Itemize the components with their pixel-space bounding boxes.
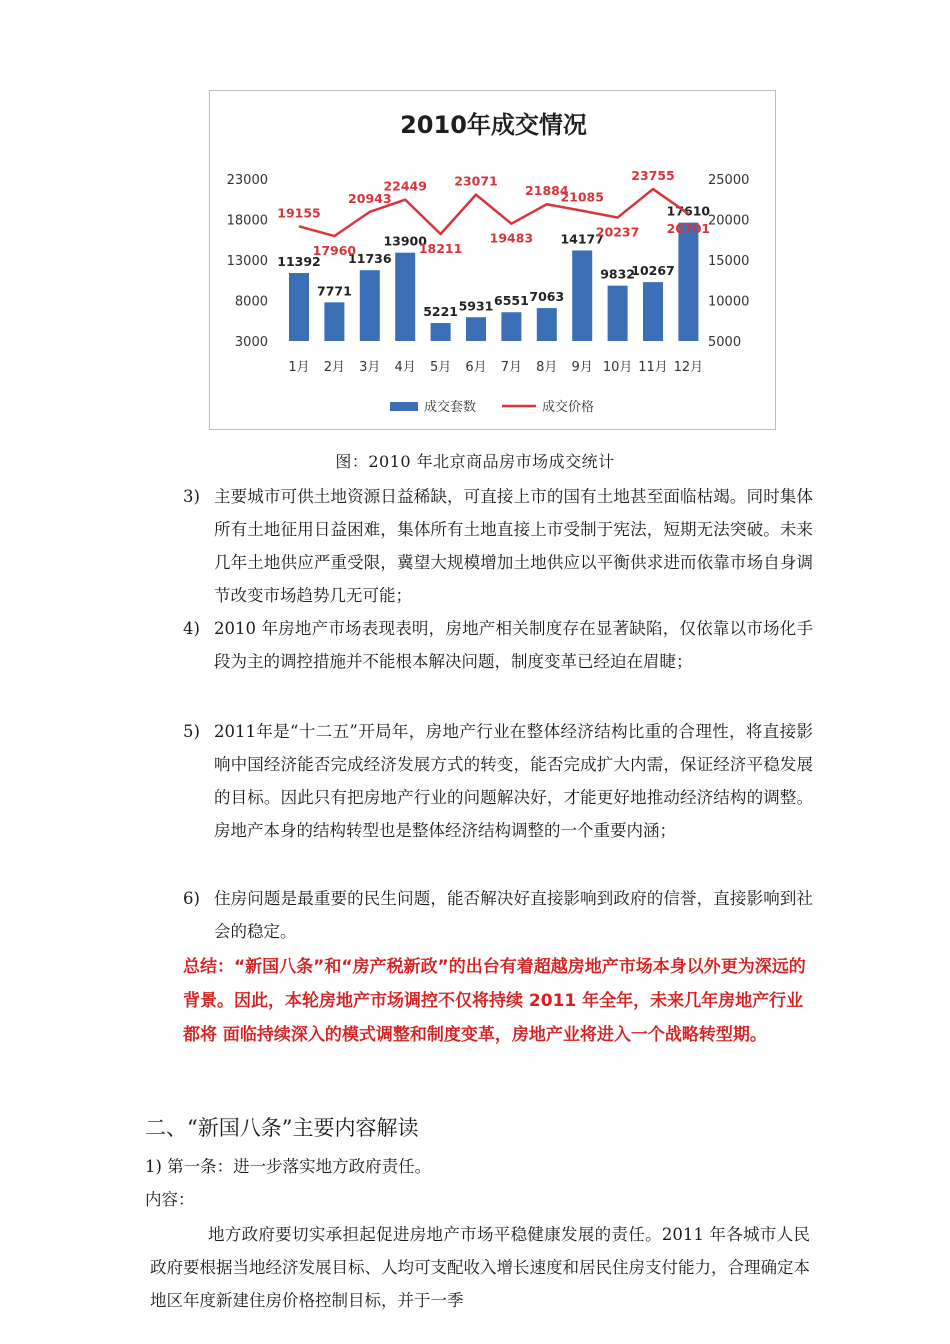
bar-3 [360,270,380,341]
line-data-label: 23755 [631,168,675,184]
right-axis-tick-label: 5000 [708,335,742,350]
legend-bar-label: 成交套数 [424,400,477,415]
chart-title: 2010年成交情况 [400,111,587,139]
bar-8 [537,308,557,341]
category-label: 6月 [465,360,487,375]
category-label: 7月 [500,360,523,375]
list-item-number: 3) [183,487,200,506]
legend-bar-swatch [390,402,418,411]
category-label: 9月 [571,360,593,375]
category-label: 3月 [359,360,381,375]
bar-10 [608,286,628,341]
bar-7 [501,312,521,341]
bar-data-label: 5931 [458,298,494,314]
list-item [183,715,813,847]
bar-6 [466,317,486,341]
bar-data-label: 10267 [631,263,675,279]
list-item-number: 5) [183,722,200,741]
line-data-label: 21085 [560,189,604,205]
figure-caption: 图：2010 年北京商品房市场成交统计 [335,452,615,471]
bar-data-label: 17610 [666,203,711,219]
line-data-label: 20943 [348,190,392,206]
list-item-text: 2010 年房地产市场表现表明，房地产相关制度存在显著缺陷，仅依靠以市场化手段为主的调控措施并不能根本解决问题，制度变革已经迫在眉睫； [214,619,813,671]
transaction-chart [210,91,777,431]
list-item [183,480,813,612]
bar-4 [395,253,415,341]
list-item-text: 主要城市可供土地资源日益稀缺，可直接上市的国有土地甚至面临枯竭。同时集体 所有土地征用日益困难，集体所有土地直接上市受制于宪法，短期无法突破。未来几年土地供应严重受限，冀望大规模增加土地供应以平衡供求进而依靠市场自身调节改变市场趋势几无可能； [214,487,813,605]
clause-heading: 1) 第一条：进一步落实地方政府责任。 [145,1157,432,1176]
bar-data-label: 6551 [494,293,529,309]
bar-5 [431,323,451,341]
category-label: 4月 [394,360,416,375]
bar-data-label: 9832 [600,266,635,282]
bar-9 [572,250,592,341]
right-axis-tick-label: 15000 [708,254,750,269]
content-label: 内容： [145,1190,195,1209]
category-label: 8月 [536,360,558,375]
bar-data-label: 13900 [383,233,427,249]
line-data-label: 19483 [489,230,534,246]
bar-12 [678,223,698,341]
line-data-label: 20701 [666,220,711,236]
category-label: 10月 [602,360,633,375]
list-item-number: 4) [183,619,200,638]
legend-line-label: 成交价格 [542,400,595,415]
line-data-label: 23071 [454,173,498,189]
content-paragraph: 地方政府要切实承担起促进房地产市场平稳健康发展的责任。2011 年各城市人民政府要根据当地经济发展目标、人均可支配收入增长速度和居民住房支付能力，合理确定本地区年度新建住房价格控制目标，并于一季 [150,1225,810,1310]
right-axis-tick-label: 20000 [708,213,750,229]
category-label: 11月 [638,360,668,375]
list-item-text: 住房问题是最重要的民生问题，能否解决好直接影响到政府的信誉，直接影响到社会的稳定。 [214,889,813,941]
chart-frame [209,90,776,430]
bar-1 [289,273,309,341]
list-item [183,612,813,678]
left-axis-tick-label: 13000 [226,254,268,269]
right-axis-tick-label: 25000 [708,173,750,188]
left-axis-tick-label: 3000 [234,335,268,350]
bar-data-label: 7063 [529,289,565,305]
bar-data-label: 14177 [560,231,604,247]
list-item-text: 2011年是“十二五”开局年，房地产行业在整体经济结构比重的合理性，将直接影响中国经济能否完成经济发展方式的转变，能否完成扩大内需，保证经济平稳发展的目标。因此只有把房地产行业的问题解决好，才能更好地推动经济结构的调整。房地产本身的结构转型也是整体经济结构调整的一个重要内涵； [214,722,813,840]
list-item [183,882,813,948]
bar-data-label: 11392 [277,254,321,270]
left-axis-tick-label: 18000 [226,213,268,229]
bar-data-label: 5221 [423,304,458,320]
bar-data-label: 7771 [317,283,352,299]
line-data-label: 19155 [277,205,321,221]
bar-data-label: 11736 [348,251,392,267]
line-data-label: 17960 [312,243,357,259]
bar-11 [643,282,663,341]
category-label: 12月 [673,360,704,375]
line-data-label: 21884 [525,183,569,199]
category-label: 5月 [429,360,452,375]
summary-paragraph: 总结：“新国八条”和“房产税新政”的出台有着超越房地产市场本身以外更为深远的 背景。因此，本轮房地产市场调控不仅将持续 2011 年全年，未来几年房地产行业都将 面临持续深入的模式调整和制度变革，房地产业将进入一个战略转型期。 [183,957,806,1045]
line-data-label: 18211 [418,240,463,256]
category-label: 1月 [288,360,310,375]
right-axis-tick-label: 10000 [708,294,750,310]
left-axis-tick-label: 23000 [226,173,268,188]
list-item-number: 6) [183,889,200,908]
category-label: 2月 [323,360,346,375]
left-axis-tick-label: 8000 [234,294,268,310]
line-data-label: 22449 [383,178,427,194]
bar-2 [324,302,344,341]
section-heading: 二、“新国八条”主要内容解读 [145,1116,419,1140]
line-data-label: 20237 [595,224,640,240]
